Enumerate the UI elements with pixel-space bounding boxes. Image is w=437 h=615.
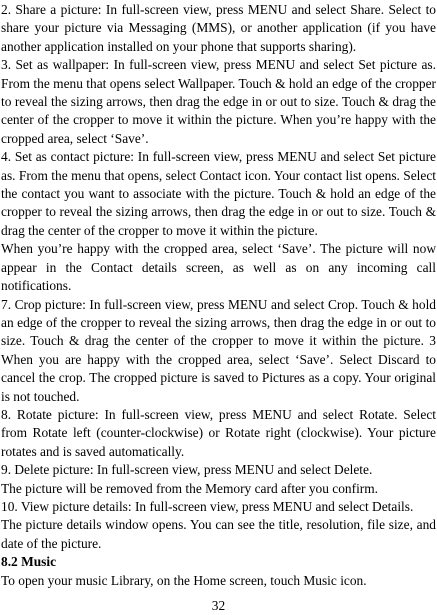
paragraph-share-picture: 2. Share a picture: In full-screen view, press MENU and select Share. Select to share your picture via Messaging (MMS), or another application (if you have another application installed on your phone that supports sharing). — [1, 2, 436, 54]
document-page — [1, 1, 436, 590]
paragraph-contact-picture-result: When you’re happy with the cropped area, select ‘Save’. The picture will now appear in the Contact details screen, as well as on any incoming call notifications. — [1, 241, 436, 294]
paragraph-set-wallpaper: 3. Set as wallpaper: In full-screen view, press MENU and select Set picture as. From the menu that opens select Wallpaper. Touch & hold an edge of the cropper to reveal the sizing arrows, then drag the edge in or out to size. Touch & drag the center of the cropper to move it within the picture. When you’re happy with the cropped area, select ‘Save’. — [1, 57, 436, 146]
paragraph-details-window: The picture details window opens. You can see the title, resolution, file size, and date of the picture. — [1, 517, 436, 551]
paragraph-open-music: To open your music Library, on the Home screen, touch Music icon. — [1, 572, 367, 588]
paragraph-view-details: 10. View picture details: In full-screen view, press MENU and select Details. — [1, 498, 414, 514]
paragraph-set-contact-picture: 4. Set as contact picture: In full-screen view, press MENU and select Set picture as. From the menu that opens, select Contact icon. Your contact list opens. Select the contact you want to associate with the picture. Touch & hold an edge of the cropper to reveal the sizing arrows, then drag the edge in or out to size. Touch & drag the center of the cropper to move it within the picture. — [1, 149, 436, 238]
section-heading-music: 8.2 Music — [1, 554, 57, 570]
paragraph-delete-picture: 9. Delete picture: In full-screen view, press MENU and select Delete. — [1, 462, 373, 478]
page-number: 32 — [211, 598, 226, 613]
paragraph-delete-confirm: The picture will be removed from the Memory card after you confirm. — [1, 480, 379, 496]
paragraph-crop-picture: 7. Crop picture: In full-screen view, press MENU and select Crop. Touch & hold an edge of the cropper to reveal the sizing arrows, then drag the edge in or out to size. Touch & drag the center of the cropper to move it within the picture. 3 When you are happy with the cropped area, select ‘Save’. Select Discard to cancel the crop. The cropped picture is saved to Pictures as a copy. Your original is not touched. — [1, 296, 436, 404]
paragraph-rotate-picture: 8. Rotate picture: In full-screen view, press MENU and select Rotate. Select from Rotate left (counter-clockwise) or Rotate right (clockwise). Your picture rotates and is saved automatically. — [1, 406, 436, 459]
